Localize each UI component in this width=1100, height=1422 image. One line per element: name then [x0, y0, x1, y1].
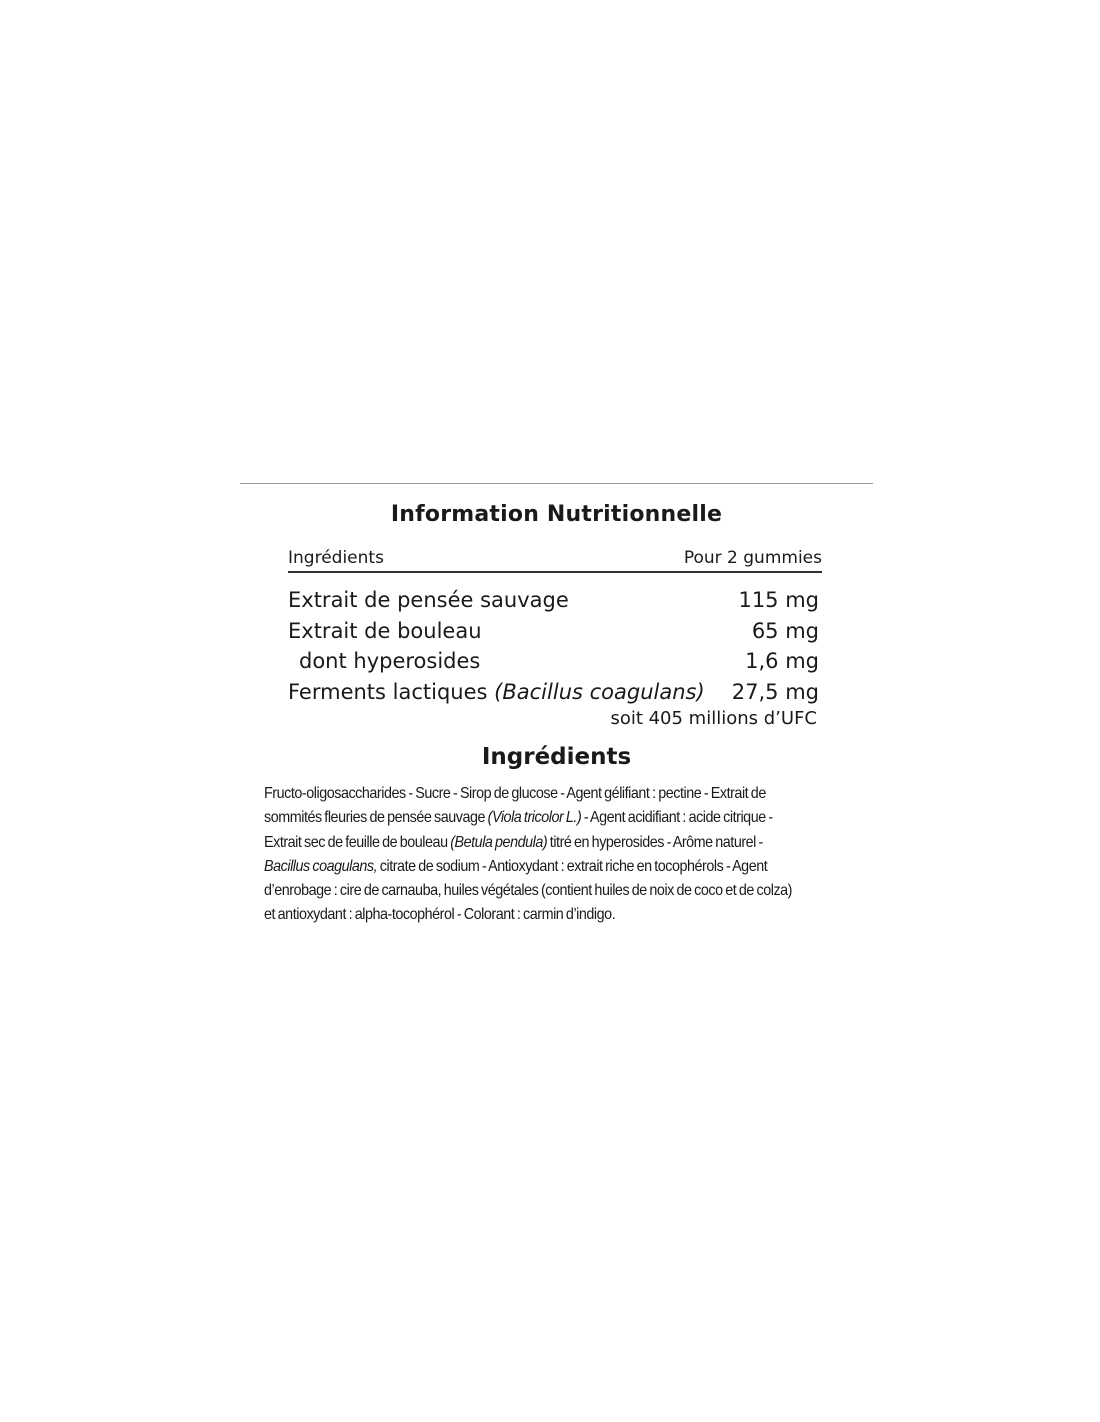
- row-latin-name: (Bacillus coagulans): [494, 679, 705, 704]
- ingredients-text: citrate de sodium - Antioxydant : extrait riche en tocophérols - Agent: [377, 857, 768, 875]
- row-amount: 27,5 mg: [731, 679, 819, 704]
- row-amount: 115 mg: [738, 588, 819, 613]
- table-row: [288, 616, 822, 647]
- nutrition-title: Information Nutritionnelle: [390, 502, 723, 527]
- ingredients-text: titré en hyperosides - Arôme naturel -: [547, 833, 763, 851]
- row-amount: 1,6 mg: [745, 649, 819, 674]
- ingredients-line: [264, 879, 809, 903]
- table-row: [288, 646, 822, 677]
- row-amount: 65 mg: [751, 618, 819, 643]
- row-name: Extrait de bouleau: [288, 618, 482, 643]
- row-name: dont hyperosides: [299, 649, 481, 674]
- ingredients-latin: Bacillus coagulans,: [264, 857, 378, 875]
- ingredients-line: [264, 806, 809, 830]
- row-name: [288, 680, 705, 704]
- ingredients-title: Ingrédients: [481, 744, 632, 770]
- row-name-text: Ferments lactiques: [288, 679, 488, 704]
- column-header-ingredients: Ingrédients: [288, 548, 384, 568]
- nutrition-table: [288, 540, 822, 729]
- ingredients-text: et antioxydant : alpha-tocophérol - Colorant : carmin d’indigo.: [264, 906, 616, 924]
- ingredients-paragraph: [264, 782, 809, 928]
- ingredients-text: d’enrobage : cire de carnauba, huiles végétales (contient huiles de noix de coco et de colza): [264, 882, 793, 900]
- ingredients-line: [264, 782, 809, 806]
- nutrition-table-header: [288, 540, 822, 573]
- ingredients-line: [264, 855, 809, 879]
- column-header-portion: Pour 2 gummies: [683, 548, 822, 568]
- top-divider: [240, 483, 873, 484]
- table-row: [288, 677, 822, 708]
- cfu-note: soit 405 millions d’UFC: [610, 708, 817, 729]
- ingredients-latin: (Viola tricolor L.): [487, 809, 582, 827]
- ingredients-text: sommités fleuries de pensée sauvage: [264, 809, 488, 827]
- ingredients-text: Fructo-oligosaccharides - Sucre - Sirop de glucose - Agent gélifiant : pectine - Extrait de: [264, 785, 766, 802]
- ingredients-latin: (Betula pendula): [450, 833, 548, 851]
- ingredients-line: [264, 831, 809, 855]
- nutrition-rows: [288, 585, 822, 707]
- row-name: Extrait de pensée sauvage: [288, 588, 569, 613]
- ingredients-text: Extrait sec de feuille de bouleau: [264, 833, 451, 851]
- ingredients-text: - Agent acidifiant : acide citrique -: [581, 809, 773, 827]
- table-row: [288, 585, 822, 616]
- ingredients-line: [264, 903, 809, 927]
